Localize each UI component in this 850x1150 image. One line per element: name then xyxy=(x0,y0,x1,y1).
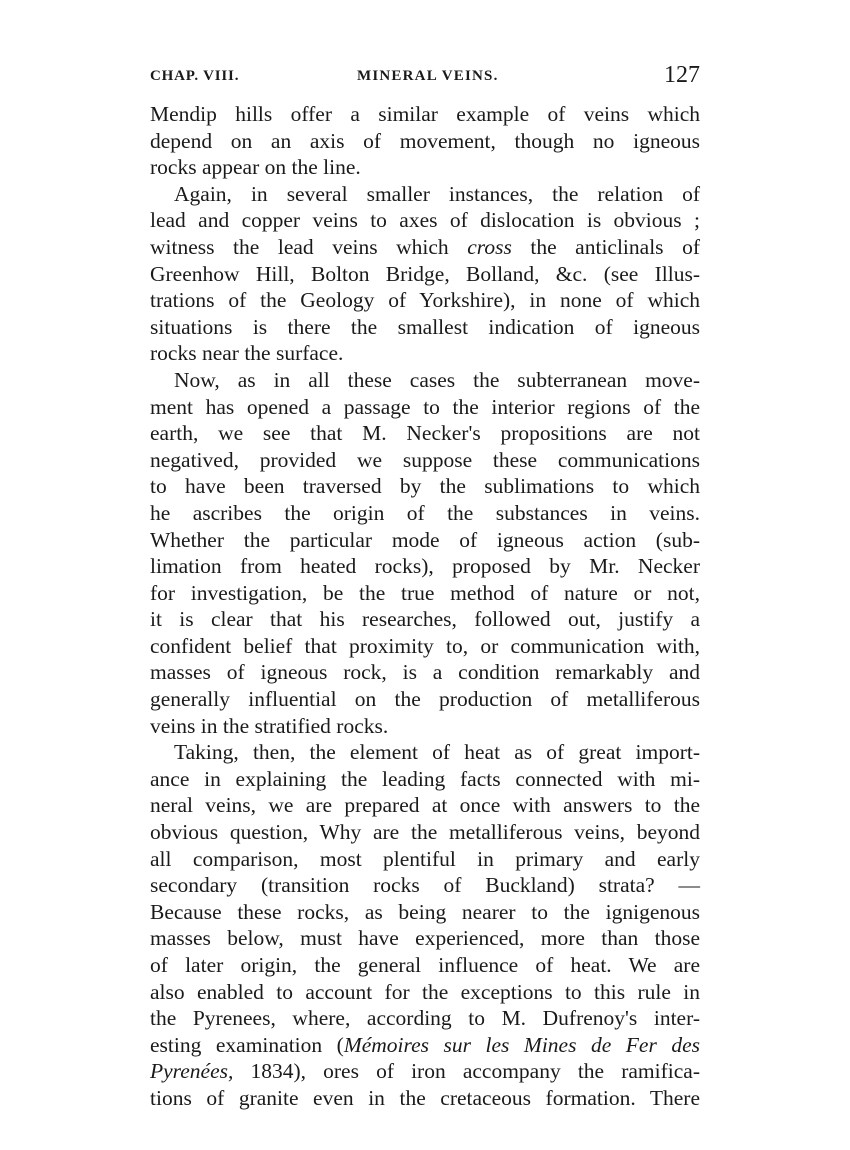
text-line: Greenhow Hill, Bolton Bridge, Bolland, &c. (see Illus- xyxy=(150,261,700,286)
paragraph-1 xyxy=(150,101,700,181)
text-run: 1834), ores of iron accompany the ramifica- xyxy=(233,1059,700,1084)
text-line: generally influential on the production of metalliferous xyxy=(150,687,700,712)
text-line xyxy=(150,234,700,261)
text-line: depend on an axis of movement, though no igneous xyxy=(150,128,700,153)
text-line: it is clear that his researches, followed out, justify a xyxy=(150,607,700,632)
text-line: he ascribes the origin of the substances in veins. xyxy=(150,500,700,525)
text-line: secondary (transition rocks of Buckland) strata? — xyxy=(150,873,700,898)
text-line: ment has opened a passage to the interior regions of the xyxy=(150,394,700,419)
running-title: MINERAL VEINS. xyxy=(357,68,499,84)
text-line: also enabled to account for the exceptions to this rule in xyxy=(150,979,700,1004)
text-line: confident belief that proximity to, or communication with, xyxy=(150,633,700,658)
text-line: for investigation, be the true method of nature or not, xyxy=(150,580,700,605)
text-line: all comparison, most plentiful in primary and early xyxy=(150,846,700,871)
paragraph-3 xyxy=(150,367,700,739)
paragraph-2 xyxy=(150,181,700,367)
text-line: obvious question, Why are the metalliferous veins, beyond xyxy=(150,820,700,845)
text-line: neral veins, we are prepared at once with answers to the xyxy=(150,793,700,818)
text-line: Whether the particular mode of igneous action (sub- xyxy=(150,527,700,552)
italic-word: cross xyxy=(467,234,512,259)
text-line: Mendip hills offer a similar example of veins which xyxy=(150,102,700,126)
running-head xyxy=(150,62,700,92)
text-line: rocks appear on the line. xyxy=(150,155,361,180)
text-line: Taking, then, the element of heat as of great import- xyxy=(174,740,700,765)
text-line: lead and copper veins to axes of dislocation is obvious ; xyxy=(150,208,700,233)
text-line: veins in the stratified rocks. xyxy=(150,713,389,738)
italic-title: Pyrenées, xyxy=(150,1059,234,1084)
text-line: to have been traversed by the sublimations to which xyxy=(150,474,700,499)
text-line: Again, in several smaller instances, the relation of xyxy=(174,181,700,206)
text-line: ance in explaining the leading facts connected with mi- xyxy=(150,766,700,791)
text-line xyxy=(150,1032,700,1059)
body-text xyxy=(150,101,700,1112)
text-line: the Pyrenees, where, according to M. Dufrenoy's inter- xyxy=(150,1006,700,1031)
italic-title: Mémoires sur les Mines de Fer des xyxy=(343,1032,700,1057)
text-line: Because these rocks, as being nearer to the ignigenous xyxy=(150,899,700,924)
paragraph-4 xyxy=(150,739,700,1111)
text-line: tions of granite even in the cretaceous formation. There xyxy=(150,1085,700,1110)
text-line: Now, as in all these cases the subterranean move- xyxy=(174,367,700,392)
text-line: situations is there the smallest indication of igneous xyxy=(150,314,700,339)
text-line: trations of the Geology of Yorkshire), in none of which xyxy=(150,288,700,313)
text-line: limation from heated rocks), proposed by Mr. Necker xyxy=(150,554,700,579)
text-line: masses of igneous rock, is a condition remarkably and xyxy=(150,660,700,685)
text-run: the anticlinals of xyxy=(511,234,700,259)
chapter-heading: CHAP. VIII. xyxy=(150,68,240,84)
text-line: negatived, provided we suppose these communications xyxy=(150,447,700,472)
text-line: earth, we see that M. Necker's propositions are not xyxy=(150,421,700,446)
page-number: 127 xyxy=(664,62,700,88)
text-line: masses below, must have experienced, more than those xyxy=(150,926,700,951)
text-run: esting examination ( xyxy=(150,1032,344,1057)
text-line: of later origin, the general influence of heat. We are xyxy=(150,953,700,977)
text-line: rocks near the surface. xyxy=(150,341,344,366)
text-run: witness the lead veins which xyxy=(150,234,468,259)
text-line xyxy=(150,1058,700,1085)
